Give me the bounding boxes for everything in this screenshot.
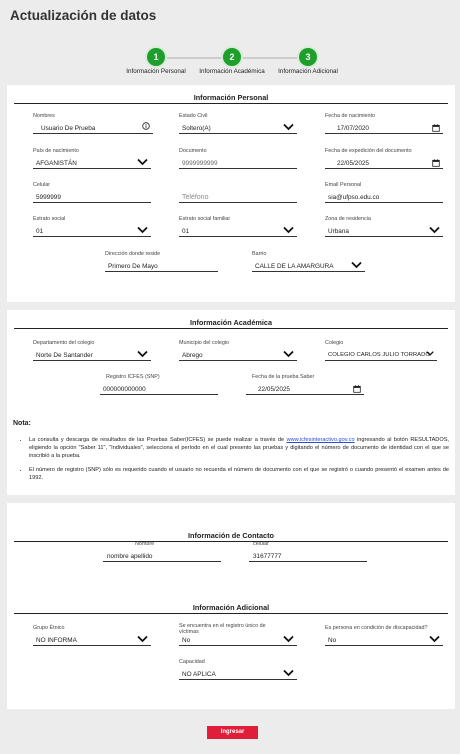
chevron-down-icon	[351, 261, 362, 269]
personal-info-card	[7, 85, 455, 302]
note-item	[29, 436, 449, 460]
estrato-familiar-select[interactable]	[179, 216, 297, 238]
estado-civil-select[interactable]	[179, 113, 297, 135]
icfes-link[interactable]: www.icfesinteractivo.gov.co	[286, 437, 355, 443]
municipio-select[interactable]	[179, 340, 297, 362]
contacto-nombre-field[interactable]	[103, 541, 221, 563]
grupo-etnico-select[interactable]	[33, 625, 151, 647]
field-label: Fecha de expedición del documento	[325, 148, 412, 154]
fecha-expedicion-field[interactable]	[325, 148, 443, 170]
section-title: Información Académica	[14, 318, 448, 329]
section-title: Información de Contacto	[14, 531, 448, 542]
direccion-input[interactable]: Primero De Mayo	[105, 261, 218, 272]
field-label: País de nacimiento	[33, 148, 79, 154]
nombres-field[interactable]	[33, 113, 153, 135]
step-label: Información Adicional	[278, 68, 338, 75]
field-label: celular	[253, 541, 269, 547]
step-label: Información Académica	[199, 68, 265, 75]
calendar-icon[interactable]	[432, 159, 440, 167]
section-title: Información Personal	[14, 93, 448, 104]
note-text: El número de registro (SNP) sólo es requerido cuando el usuario no recuerda el número de documento con el que se registró o cuando presentó el examen antes de 1992.	[29, 467, 449, 481]
field-label: Registro ICFES (SNP)	[106, 374, 160, 380]
chevron-down-icon	[137, 635, 148, 643]
chevron-down-icon	[429, 635, 440, 643]
field-label: Grupo Étnico	[33, 625, 65, 631]
documento-input[interactable]: 9999999999	[179, 158, 297, 169]
field-label: Dirección donde reside	[105, 251, 161, 257]
step-number: 3	[299, 48, 317, 66]
email-input[interactable]: sia@ufpso.edu.co	[325, 192, 443, 203]
calendar-icon[interactable]	[353, 385, 361, 393]
field-label: Capacidad	[179, 659, 205, 665]
field-label: Barrio	[252, 251, 267, 257]
documento-field[interactable]	[179, 148, 297, 170]
field-label: Documento	[179, 148, 207, 154]
chevron-down-icon	[283, 635, 294, 643]
contacto-celular-field[interactable]	[249, 541, 367, 563]
chevron-down-icon	[283, 123, 294, 131]
direccion-field[interactable]	[105, 251, 218, 273]
telefono-field[interactable]	[179, 182, 297, 204]
step-personal[interactable]	[116, 48, 196, 75]
email-field[interactable]	[325, 182, 443, 204]
registro-victimas-select[interactable]	[179, 625, 297, 647]
contact-additional-card	[7, 503, 455, 709]
calendar-icon[interactable]	[432, 124, 440, 132]
field-label: Estrato social	[33, 216, 66, 222]
select-value: 01	[33, 226, 151, 237]
info-icon[interactable]	[142, 122, 150, 130]
registro-icfes-input[interactable]: 000000000000	[100, 384, 218, 395]
barrio-select[interactable]	[252, 251, 365, 273]
select-value: COLEGIO CARLOS JULIO TORRADO	[325, 350, 437, 361]
field-label: Fecha de la prueba Saber	[252, 374, 315, 380]
note-list	[13, 436, 449, 482]
ingresar-button[interactable]: Ingresar	[207, 726, 258, 739]
note-item	[29, 466, 449, 482]
fecha-prueba-field[interactable]	[246, 374, 364, 396]
chevron-down-icon	[429, 226, 440, 234]
contacto-celular-input[interactable]: 31677777	[249, 551, 367, 562]
field-label: Nombres	[33, 113, 55, 119]
page-title: Actualización de datos	[10, 8, 157, 23]
select-value: No	[179, 635, 297, 646]
field-label: Nombre	[135, 541, 155, 547]
select-value: NO APLICA	[179, 669, 297, 680]
fecha-prueba-input[interactable]: 22/05/2025	[246, 384, 364, 395]
fecha-nacimiento-input[interactable]: 17/07/2020	[325, 123, 443, 134]
zona-residencia-select[interactable]	[325, 216, 443, 238]
field-label: Se encuentra en el registro único de víctimas	[179, 623, 266, 635]
chevron-down-icon	[283, 350, 294, 358]
field-label: Estado Civil	[179, 113, 208, 119]
select-value: AFGANISTÁN	[33, 158, 151, 169]
chevron-down-icon	[426, 350, 434, 357]
field-label: Es persona en condición de discapacidad?	[325, 625, 428, 631]
capacidad-select[interactable]	[179, 659, 297, 681]
select-value: No	[325, 635, 443, 646]
field-label: Estrato social familiar	[179, 216, 231, 222]
registro-icfes-field[interactable]	[100, 374, 218, 396]
nombres-input[interactable]: Usuario De Prueba	[33, 123, 153, 134]
select-value: Abrego	[179, 350, 297, 361]
select-value: 01	[179, 226, 297, 237]
field-label: Email Personal	[325, 182, 362, 188]
chevron-down-icon	[283, 669, 294, 677]
note-box	[13, 420, 449, 488]
chevron-down-icon	[137, 350, 148, 358]
select-value: Urbana	[325, 226, 443, 237]
select-value: Norte De Santander	[33, 350, 151, 361]
estrato-social-select[interactable]	[33, 216, 151, 238]
chevron-down-icon	[283, 226, 294, 234]
telefono-input[interactable]: Teléfono	[179, 192, 297, 203]
pais-nacimiento-select[interactable]	[33, 148, 151, 170]
section-title: Información Adicional	[14, 603, 448, 614]
select-value: NO INFORMA	[33, 635, 151, 646]
select-value: Soltero(A)	[179, 123, 297, 134]
chevron-down-icon	[137, 226, 148, 234]
note-title: Nota:	[13, 420, 31, 427]
fecha-expedicion-input[interactable]: 22/05/2025	[325, 158, 443, 169]
contacto-nombre-input[interactable]: nombre apellido	[103, 551, 221, 562]
fecha-nacimiento-field[interactable]	[325, 113, 443, 135]
academic-info-card	[7, 310, 455, 495]
select-value: CALLE DE LA AMARGURA	[252, 261, 365, 272]
field-label: Fecha de nacimiento	[325, 113, 376, 119]
field-label: Celular	[33, 182, 51, 188]
departamento-select[interactable]	[33, 340, 151, 362]
field-label: Zona de residencia	[325, 216, 371, 222]
field-label: Colegio	[325, 340, 344, 346]
step-number: 1	[147, 48, 165, 66]
note-text: ingresando al botón RESULTADOS, eligiendo la opción "Saber 11", "Individuales", selecciona el período en el cual presento las pruebas y digitando el número de documento de identidad con el que se inscribió a la prueba.	[29, 437, 449, 459]
celular-field[interactable]	[33, 182, 151, 204]
chevron-down-icon	[137, 158, 148, 166]
progress-stepper	[0, 48, 460, 78]
colegio-select[interactable]	[325, 340, 437, 362]
field-label: Departamento del colegio	[33, 340, 95, 346]
step-label: Información Personal	[126, 68, 186, 75]
step-adicional[interactable]	[268, 48, 348, 75]
discapacidad-select[interactable]	[325, 625, 443, 647]
celular-input[interactable]: 5999999	[33, 192, 151, 203]
field-label: Municipio del colegio	[179, 340, 230, 346]
step-number: 2	[223, 48, 241, 66]
step-academica[interactable]	[192, 48, 272, 75]
note-text: La consulta y descarga de resultados de las Pruebas Saber(ICFES) se puede realizar a través de	[29, 437, 287, 443]
